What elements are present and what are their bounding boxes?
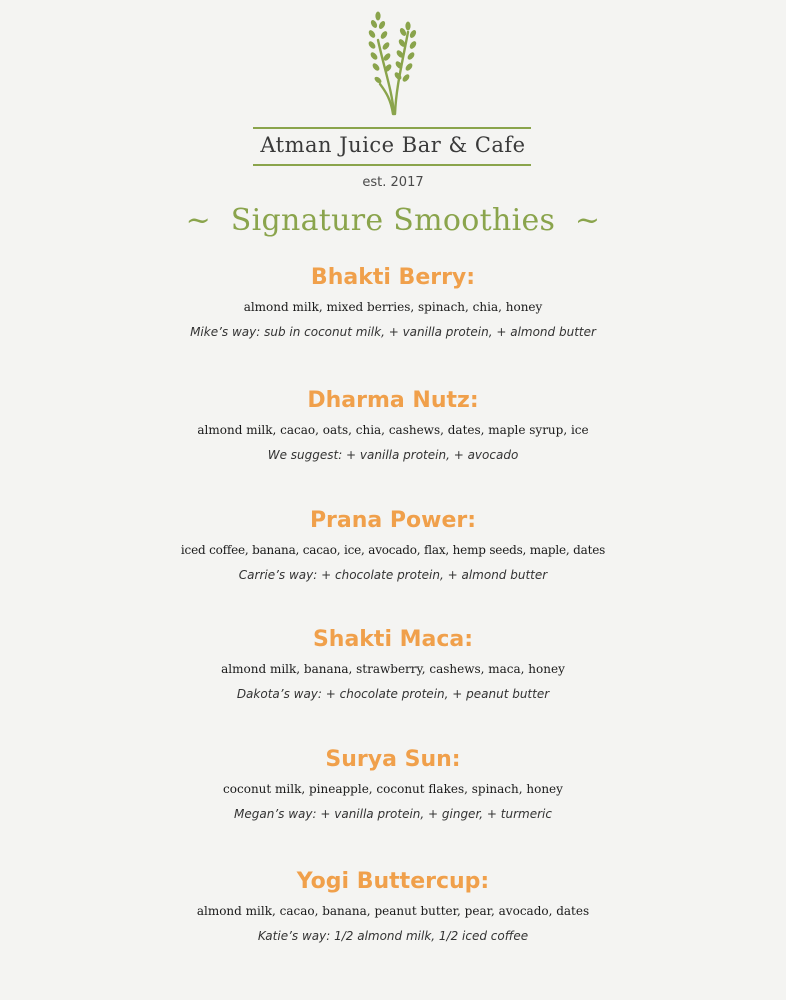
section-title: ~ Signature Smoothies ~ — [185, 203, 601, 238]
brand-top-rule — [253, 127, 531, 129]
item-name: Prana Power: — [309, 508, 477, 533]
brand-bottom-rule — [253, 164, 531, 166]
item-suggestion: We suggest: + vanilla protein, + avocado — [267, 448, 519, 462]
item-ingredients: coconut milk, pineapple, coconut flakes, spinach, honey — [223, 782, 563, 796]
item-ingredients: almond milk, cacao, oats, chia, cashews, dates, maple syrup, ice — [197, 423, 589, 437]
established-date: est. 2017 — [362, 175, 424, 190]
menu-item — [0, 866, 786, 948]
menu-item — [0, 624, 786, 706]
item-name: Surya Sun: — [325, 747, 461, 772]
item-suggestion: Dakota’s way: + chocolate protein, + peanut butter — [236, 687, 550, 701]
brand-name: Atman Juice Bar & Cafe — [260, 133, 526, 157]
item-name: Bhakti Berry: — [310, 265, 476, 290]
menu-item — [0, 505, 786, 587]
item-name: Shakti Maca: — [312, 627, 474, 652]
item-suggestion: Katie’s way: 1/2 almond milk, 1/2 iced coffee — [257, 929, 529, 943]
item-ingredients: almond milk, cacao, banana, peanut butter, pear, avocado, dates — [196, 904, 590, 918]
item-name: Yogi Buttercup: — [296, 869, 490, 894]
item-suggestion: Mike’s way: sub in coconut milk, + vanilla protein, + almond butter — [190, 325, 596, 339]
item-ingredients: almond milk, banana, strawberry, cashews, maca, honey — [221, 662, 565, 676]
menu-item — [0, 385, 786, 467]
menu-item — [0, 744, 786, 826]
menu-item — [0, 262, 786, 344]
item-suggestion: Megan’s way: + vanilla protein, + ginger, + turmeric — [234, 807, 552, 821]
item-suggestion: Carrie’s way: + chocolate protein, + almond butter — [238, 568, 548, 582]
item-ingredients: almond milk, mixed berries, spinach, chia, honey — [243, 300, 543, 314]
item-ingredients: iced coffee, banana, cacao, ice, avocado, flax, hemp seeds, maple, dates — [180, 543, 606, 557]
item-name: Dharma Nutz: — [307, 388, 479, 413]
sprout-icon — [358, 10, 430, 116]
